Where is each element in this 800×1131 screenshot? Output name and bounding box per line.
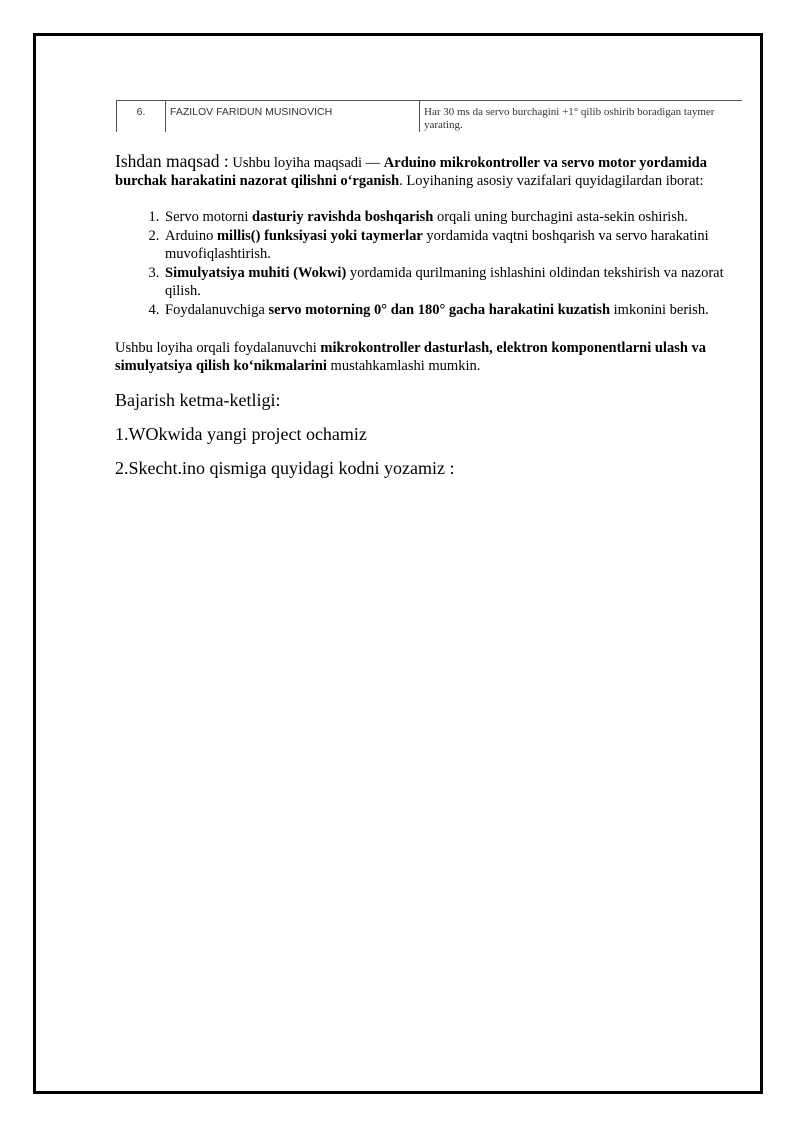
goal-bold: Arduino mikrokontroller va servo motor yordamida burchak harakatini nazorat qilishni o‘rganish — [115, 155, 707, 189]
item-bold: millis() funksiyasi yoki taymerlar — [216, 228, 423, 244]
step-1: 1.WOkwida yangi project ochamiz — [115, 424, 367, 444]
goal-paragraph — [115, 152, 745, 190]
table-row — [117, 101, 743, 133]
item-post: yordamida vaqtni boshqarish va servo harakatini muvofiqlashtirish. — [165, 228, 709, 262]
task-description: Har 30 ms da servo burchagini +1° qilib oshirib boradigan taymer yarating. — [420, 101, 743, 133]
task-list — [115, 208, 745, 319]
item-pre: Arduino — [165, 228, 217, 244]
goal-text-2: . Loyihaning asosiy vazifalari quyidagilardan iborat: — [399, 173, 704, 189]
steps-heading: Bajarish ketma-ketligi: — [115, 390, 281, 410]
step-2: 2.Skecht.ino qismiga quyidagi kodni yozamiz : — [115, 458, 455, 478]
student-name: FAZILOV FARIDUN MUSINOVICH — [166, 101, 420, 133]
row-number: 6. — [117, 101, 166, 133]
summary-bold: mikrokontroller dasturlash, elektron komponentlarni ulash va simulyatsiya qilish ko‘nikmalarini — [115, 340, 707, 374]
summary-post: mustahkamlashi mumkin. — [326, 358, 481, 374]
list-item — [163, 264, 745, 300]
item-pre: Servo motorni — [165, 209, 252, 225]
list-item — [163, 301, 745, 319]
document-body — [115, 152, 745, 491]
goal-lead: Ishdan maqsad : — [115, 151, 229, 171]
list-item — [163, 208, 745, 226]
summary-paragraph — [115, 339, 745, 375]
goal-text-1: Ushbu loyiha maqsadi — — [228, 155, 384, 171]
student-table — [116, 100, 742, 132]
item-post: orqali uning burchagini asta-sekin oshirish. — [433, 209, 688, 225]
item-bold: dasturiy ravishda boshqarish — [252, 209, 434, 225]
item-pre: Foydalanuvchiga — [165, 302, 269, 318]
item-bold: servo motorning 0° dan 180° gacha harakatini kuzatish — [268, 302, 611, 318]
item-post: yordamida qurilmaning ishlashini oldindan tekshirish va nazorat qilish. — [165, 265, 724, 299]
item-bold: Simulyatsiya muhiti (Wokwi) — [165, 265, 347, 281]
summary-pre: Ushbu loyiha orqali foydalanuvchi — [115, 340, 321, 356]
item-post: imkonini berish. — [610, 302, 709, 318]
list-item — [163, 227, 745, 263]
